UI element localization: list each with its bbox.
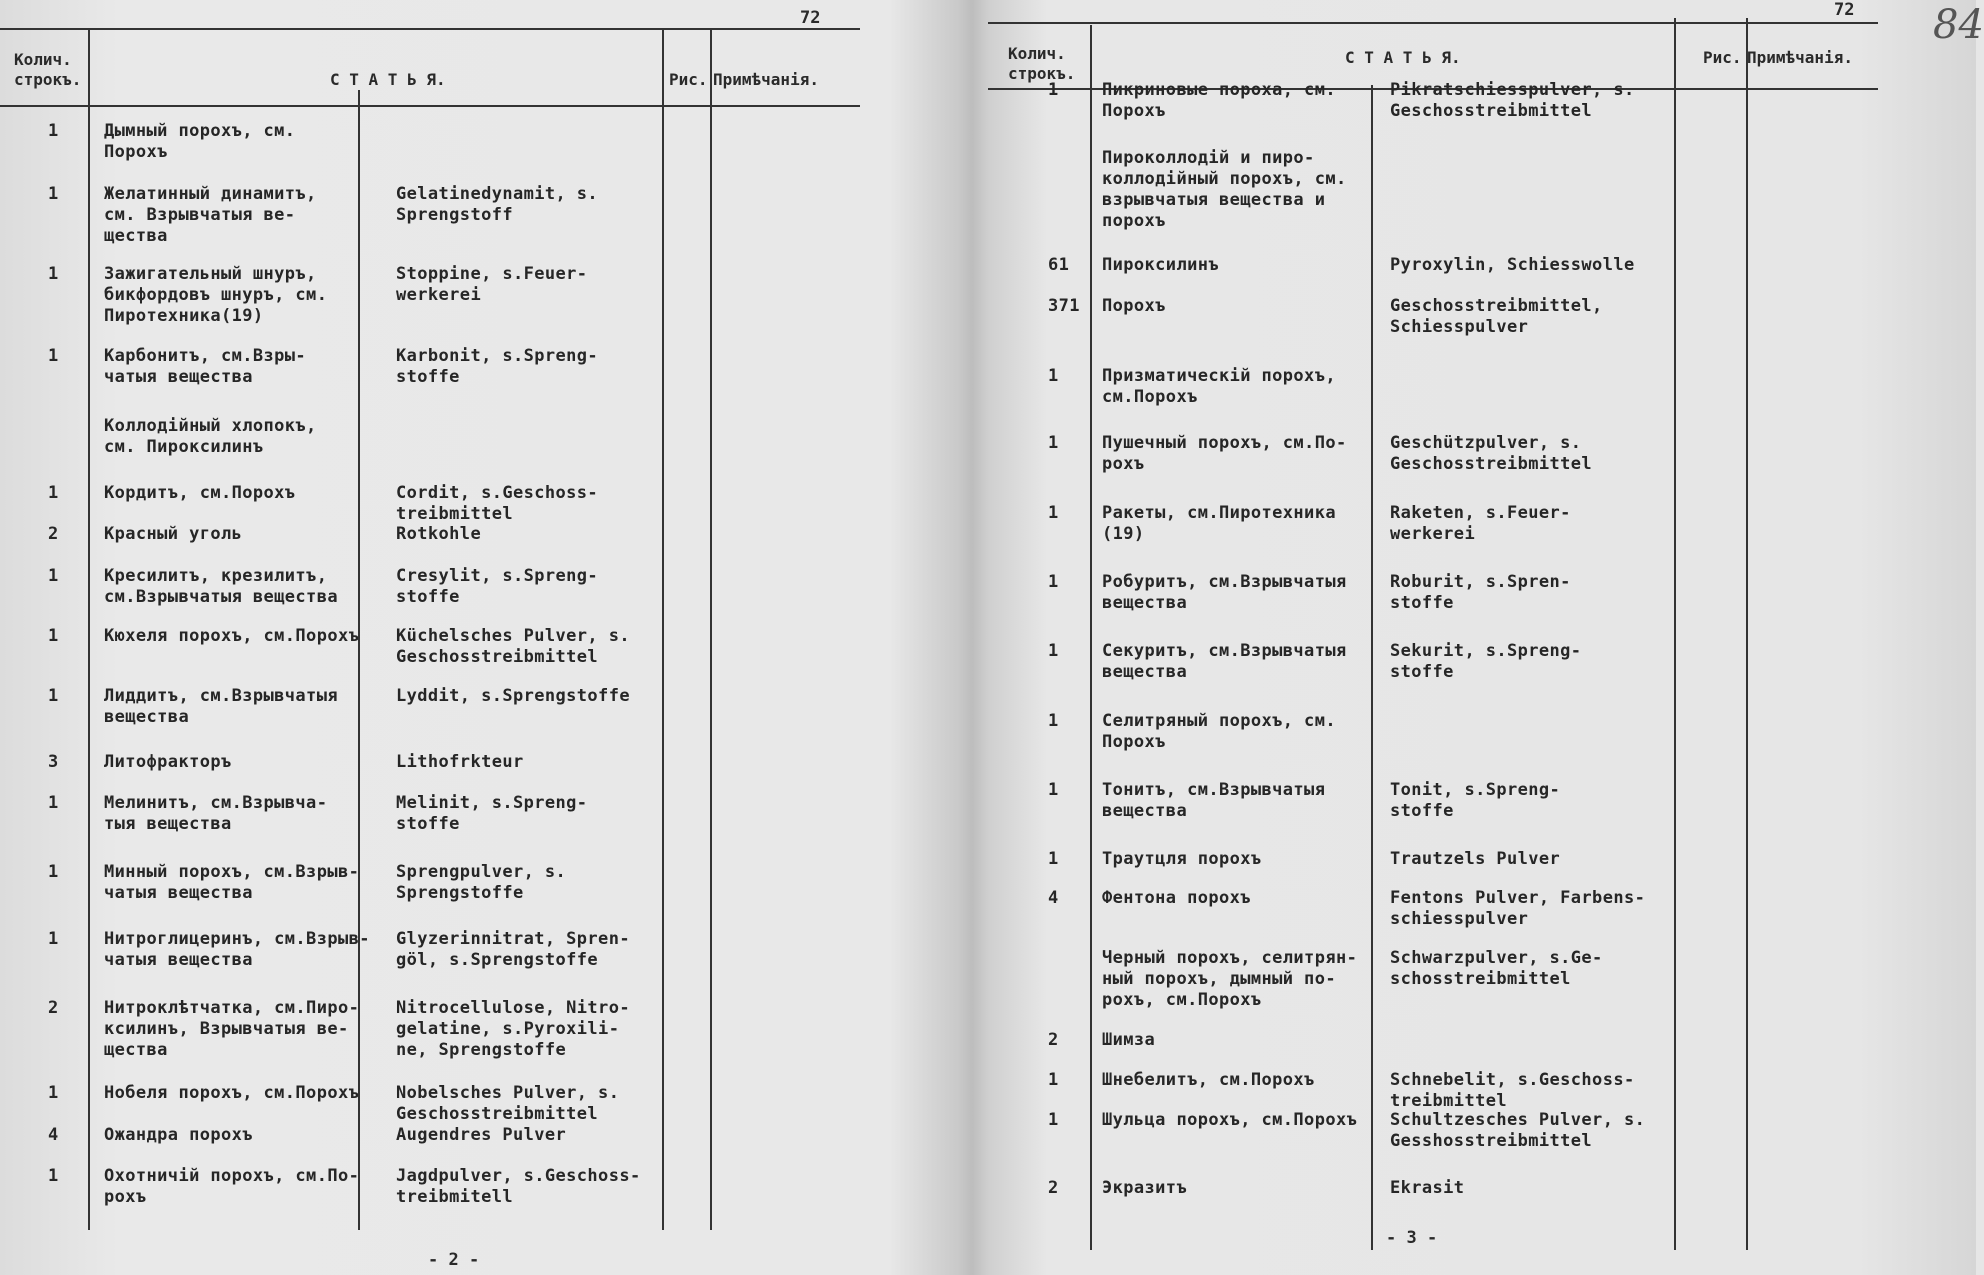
header-fig: Рис.	[1703, 48, 1742, 67]
row-article-de: Geschosstreibmittel, Schiesspulver	[1390, 296, 1603, 337]
left-page	[0, 0, 960, 1275]
row-article-ru: Литофракторъ	[104, 752, 232, 772]
header-article: С Т А Т Ь Я.	[1345, 48, 1461, 67]
row-article-ru: Порохъ	[1102, 296, 1166, 316]
row-article-de: Schultzesches Pulver, s. Gesshosstreibmittel	[1390, 1110, 1646, 1151]
row-count: 4	[48, 1125, 59, 1145]
row-article-de: Gelatinedynamit, s. Sprengstoff	[396, 184, 599, 225]
row-count: 1	[48, 862, 59, 882]
row-count: 2	[48, 524, 59, 544]
row-article-ru: Ракеты, см.Пиротехника (19)	[1102, 503, 1336, 544]
row-article-ru: Лиддитъ, см.Взрывчатыя вещества	[104, 686, 338, 727]
row-article-de: Küchelsches Pulver, s. Geschosstreibmittel	[396, 626, 630, 667]
row-count: 1	[1048, 1110, 1059, 1130]
row-count: 1	[48, 686, 59, 706]
row-count: 4	[1048, 888, 1059, 908]
row-article-ru: Кюхеля порохъ, см.Порохъ	[104, 626, 360, 646]
row-article-de: Pikratschiesspulver, s. Geschosstreibmittel	[1390, 80, 1635, 121]
row-article-de: Jagdpulver, s.Geschoss- treibmitell	[396, 1166, 641, 1207]
row-count: 1	[1048, 711, 1059, 731]
row-count: 1	[48, 346, 59, 366]
row-count: 1	[1048, 849, 1059, 869]
row-article-de: Ekrasit	[1390, 1178, 1465, 1198]
row-count: 1	[1048, 80, 1059, 100]
row-article-ru: Шимза	[1102, 1030, 1156, 1050]
row-article-de: Sekurit, s.Spreng- stoffe	[1390, 641, 1582, 682]
row-article-ru: Нитроклѣтчатка, см.Пиро- ксилинъ, Взрывчатыя ве- щества	[104, 998, 360, 1060]
row-article-de: Fentons Pulver, Farbens- schiesspulver	[1390, 888, 1646, 929]
row-article-de: Nitrocellulose, Nitro- gelatine, s.Pyroxili- ne, Sprengstoffe	[396, 998, 630, 1060]
header-rule-bottom	[0, 105, 860, 107]
row-article-de: Nobelsches Pulver, s. Geschosstreibmittel	[396, 1083, 620, 1124]
row-article-de: Cordit, s.Geschoss- treibmittel	[396, 483, 599, 524]
row-article-ru: Секуритъ, см.Взрывчатыя вещества	[1102, 641, 1347, 682]
column-rule	[710, 30, 712, 1230]
header-count: Колич. строкъ.	[14, 50, 82, 89]
row-article-ru: Шнебелитъ, см.Порохъ	[1102, 1070, 1315, 1090]
column-rule	[1674, 18, 1676, 1250]
header-count: Колич. строкъ.	[1008, 44, 1076, 83]
row-article-ru: Красный уголь	[104, 524, 243, 544]
header-rule-top	[0, 28, 860, 30]
row-article-ru: Дымный порохъ, см. Порохъ	[104, 121, 296, 162]
row-count: 1	[48, 1083, 59, 1103]
row-article-de: Pyroxylin, Schiesswolle	[1390, 255, 1635, 275]
row-article-ru: Минный порохъ, см.Взрыв- чатыя вещества	[104, 862, 360, 903]
row-article-ru: Селитряный порохъ, см. Порохъ	[1102, 711, 1336, 752]
row-article-de: Schwarzpulver, s.Ge- schosstreibmittel	[1390, 948, 1603, 989]
row-article-ru: Кресилитъ, крезилитъ, см.Взрывчатыя вещества	[104, 566, 338, 607]
handwritten-page-number: 84	[1933, 2, 1984, 48]
header-rule-top	[988, 22, 1878, 24]
row-count: 1	[1048, 641, 1059, 661]
row-article-ru: Тонитъ, см.Взрывчатыя вещества	[1102, 780, 1326, 821]
row-count: 1	[1048, 433, 1059, 453]
row-article-ru: Зажигательный шнуръ, бикфордовъ шнуръ, см. Пиротехника(19)	[104, 264, 328, 326]
row-count: 1	[48, 121, 59, 141]
row-count: 1	[48, 1166, 59, 1186]
header-note: Примѣчанія.	[713, 70, 819, 89]
row-article-ru: Мелинитъ, см.Взрывча- тыя вещества	[104, 793, 328, 834]
row-article-de: Trautzels Pulver	[1390, 849, 1561, 869]
row-article-ru: Траутцля порохъ	[1102, 849, 1262, 869]
header-note: Примѣчанія.	[1747, 48, 1853, 67]
row-article-ru: Нитроглицеринъ, см.Взрыв- чатыя вещества	[104, 929, 370, 970]
row-count: 1	[1048, 572, 1059, 592]
page-number-bottom: - 3 -	[1386, 1228, 1438, 1248]
row-article-de: Melinit, s.Spreng- stoffe	[396, 793, 588, 834]
row-article-ru: Охотничій порохъ, см.По- рохъ	[104, 1166, 360, 1207]
header-fig: Рис.	[669, 70, 708, 89]
row-article-de: Cresylit, s.Spreng- stoffe	[396, 566, 599, 607]
row-article-de: Lithofrkteur	[396, 752, 524, 772]
row-article-de: Lyddit, s.Sprengstoffe	[396, 686, 630, 706]
column-rule	[1371, 85, 1373, 1250]
row-article-de: Glyzerinnitrat, Spren- göl, s.Sprengstoffe	[396, 929, 630, 970]
header-article: С Т А Т Ь Я.	[330, 70, 446, 89]
row-article-de: Rotkohle	[396, 524, 482, 544]
row-count: 1	[1048, 503, 1059, 523]
row-article-de: Tonit, s.Spreng- stoffe	[1390, 780, 1561, 821]
row-count: 1	[1048, 1070, 1059, 1090]
row-article-de: Stoppine, s.Feuer- werkerei	[396, 264, 588, 305]
column-rule	[662, 30, 664, 1230]
page-number-bottom: - 2 -	[428, 1250, 480, 1270]
right-page	[978, 0, 1984, 1275]
row-article-de: Raketen, s.Feuer- werkerei	[1390, 503, 1571, 544]
row-count: 1	[48, 793, 59, 813]
row-article-ru: Экразитъ	[1102, 1178, 1188, 1198]
row-article-ru: Фентона порохъ	[1102, 888, 1251, 908]
row-article-ru: Желатинный динамитъ, см. Взрывчатыя ве- щества	[104, 184, 317, 246]
column-rule	[1746, 18, 1748, 1250]
row-article-de: Sprengpulver, s. Sprengstoffe	[396, 862, 567, 903]
row-count: 3	[48, 752, 59, 772]
row-article-ru: Пушечный порохъ, см.По- рохъ	[1102, 433, 1347, 474]
row-count: 1	[48, 566, 59, 586]
row-article-ru: Робуритъ, см.Взрывчатыя вещества	[1102, 572, 1347, 613]
page-number-top: 72	[1834, 0, 1855, 20]
row-article-ru: Ожандра порохъ	[104, 1125, 253, 1145]
row-article-ru: Пикриновые пороха, см. Порохъ	[1102, 80, 1336, 121]
column-rule	[88, 30, 90, 1230]
row-article-de: Schnebelit, s.Geschoss- treibmittel	[1390, 1070, 1635, 1111]
row-article-ru: Коллодійный хлопокъ, см. Пироксилинъ	[104, 416, 317, 457]
row-count: 2	[1048, 1030, 1059, 1050]
row-article-de: Geschützpulver, s. Geschosstreibmittel	[1390, 433, 1593, 474]
page-number-top: 72	[800, 8, 821, 28]
row-article-de: Roburit, s.Spren- stoffe	[1390, 572, 1571, 613]
row-article-ru: Кордитъ, см.Порохъ	[104, 483, 296, 503]
row-article-ru: Шульца порохъ, см.Порохъ	[1102, 1110, 1358, 1130]
column-rule	[1090, 25, 1092, 1250]
row-count: 61	[1048, 255, 1070, 275]
row-article-ru: Карбонитъ, см.Взры- чатыя вещества	[104, 346, 307, 387]
row-article-ru: Пироксилинъ	[1102, 255, 1219, 275]
row-count: 1	[48, 483, 59, 503]
row-count: 1	[48, 184, 59, 204]
row-count: 2	[1048, 1178, 1059, 1198]
row-count: 371	[1048, 296, 1080, 316]
row-count: 1	[48, 929, 59, 949]
row-count: 1	[48, 264, 59, 284]
row-article-ru: Нобеля порохъ, см.Порохъ	[104, 1083, 360, 1103]
row-count: 2	[48, 998, 59, 1018]
row-article-ru: Черный порохъ, селитрян- ный порохъ, дымный по- рохъ, см.Порохъ	[1102, 948, 1358, 1010]
row-count: 1	[48, 626, 59, 646]
row-article-de: Augendres Pulver	[396, 1125, 567, 1145]
row-article-ru: Пироколлодій и пиро- коллодійный порохъ, см. взрывчатыя вещества и порохъ	[1102, 148, 1347, 231]
row-article-de: Karbonit, s.Spreng- stoffe	[396, 346, 599, 387]
row-article-ru: Призматическій порохъ, см.Порохъ	[1102, 366, 1336, 407]
row-count: 1	[1048, 366, 1059, 386]
row-count: 1	[1048, 780, 1059, 800]
